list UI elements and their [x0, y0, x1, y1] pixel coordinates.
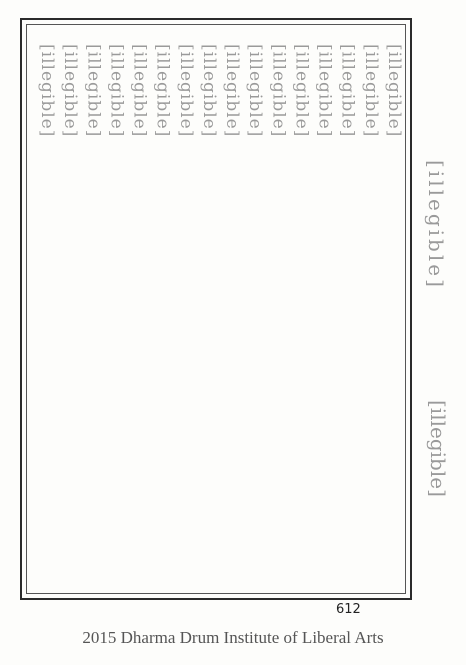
text-column: [illegible] — [360, 44, 381, 138]
page-frame — [20, 18, 412, 600]
margin-title: [illegible] — [424, 160, 448, 290]
margin-column — [414, 40, 458, 560]
text-column: [illegible] — [337, 44, 358, 138]
text-block — [36, 44, 404, 594]
text-column: [illegible] — [83, 44, 104, 138]
text-column: [illegible] — [175, 44, 196, 138]
footer-credit: 2015 Dharma Drum Institute of Liberal Arts — [82, 628, 384, 647]
text-column: [illegible] — [222, 44, 242, 138]
text-column: [illegible] — [129, 44, 150, 138]
text-column: [illegible] — [383, 44, 404, 138]
text-column: [illegible] — [37, 44, 57, 138]
text-column: [illegible] — [198, 44, 219, 138]
text-column: [illegible] — [60, 44, 81, 138]
margin-folio: [illegible] — [426, 400, 450, 497]
text-column: [illegible] — [245, 44, 266, 138]
text-column: [illegible] — [314, 44, 335, 138]
text-column: [illegible] — [291, 44, 312, 138]
text-column: [illegible] — [106, 44, 127, 138]
text-column: [illegible] — [152, 44, 173, 138]
text-column: [illegible] — [268, 44, 289, 138]
page-number: 612 — [336, 602, 361, 617]
